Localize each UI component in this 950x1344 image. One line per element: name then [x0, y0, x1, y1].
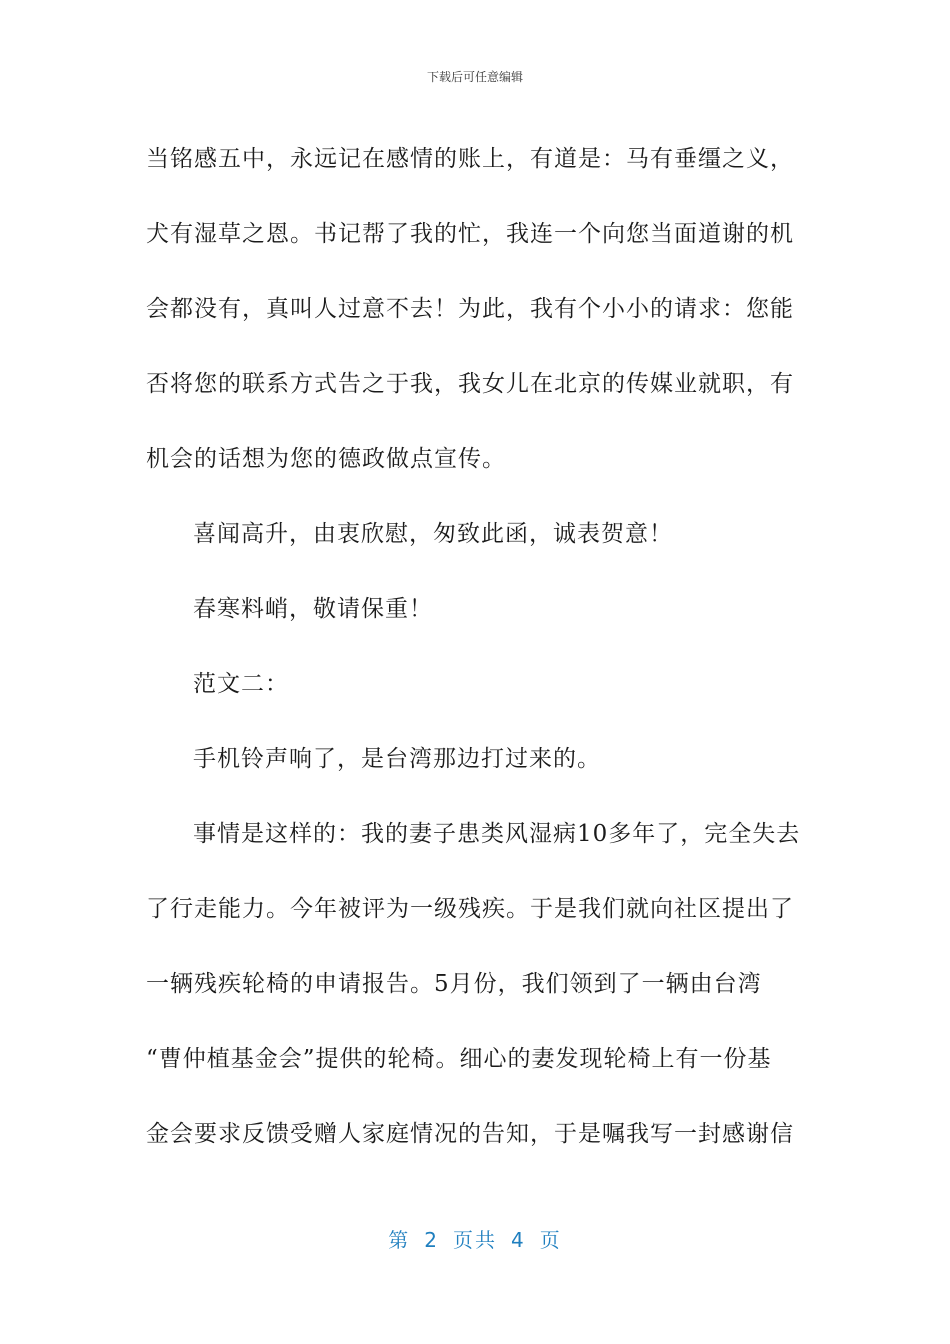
paragraph-line: 会都没有，真叫人过意不去！为此，我有个小小的请求：您能: [146, 296, 794, 322]
page-header: 下载后可任意编辑: [426, 70, 523, 84]
section-heading: 范文二：: [193, 671, 289, 697]
document-body: [146, 122, 816, 1172]
total-label: 页共: [453, 1228, 497, 1252]
paragraph-line: 金会要求反馈受赠人家庭情况的告知，于是嘱我写一封感谢信: [146, 1121, 794, 1147]
total-page-number: 4: [511, 1228, 526, 1252]
paragraph-line: 喜闻高升，由衷欣慰，匆致此函，诚表贺意！: [193, 521, 673, 547]
paragraph-line: 当铭感五中，永远记在感情的账上，有道是：马有垂缰之义，: [146, 146, 794, 172]
paragraph-line: 手机铃声响了，是台湾那边打过来的。: [193, 746, 601, 772]
paragraph-line: “曹仲植基金会”提供的轮椅。细心的妻发现轮椅上有一份基: [146, 1046, 772, 1072]
page-footer: [0, 1224, 950, 1253]
page-label: 第: [388, 1228, 411, 1252]
paragraph-line: 了行走能力。今年被评为一级残疾。于是我们就向社区提出了: [146, 896, 794, 922]
paragraph-line: 春寒料峭，敬请保重！: [193, 596, 433, 622]
paragraph-line: 犬有湿草之恩。书记帮了我的忙，我连一个向您当面道谢的机: [146, 221, 794, 247]
page-end-label: 页: [539, 1228, 562, 1252]
current-page-number: 2: [424, 1228, 439, 1252]
paragraph-line: 一辆残疾轮椅的申请报告。5月份，我们领到了一辆由台湾: [146, 971, 762, 997]
paragraph-line: 否将您的联系方式告之于我，我女儿在北京的传媒业就职，有: [146, 371, 794, 397]
paragraph-line: 事情是这样的：我的妻子患类风湿病10多年了，完全失去: [193, 821, 801, 847]
paragraph-line: 机会的话想为您的德政做点宣传。: [146, 446, 506, 472]
